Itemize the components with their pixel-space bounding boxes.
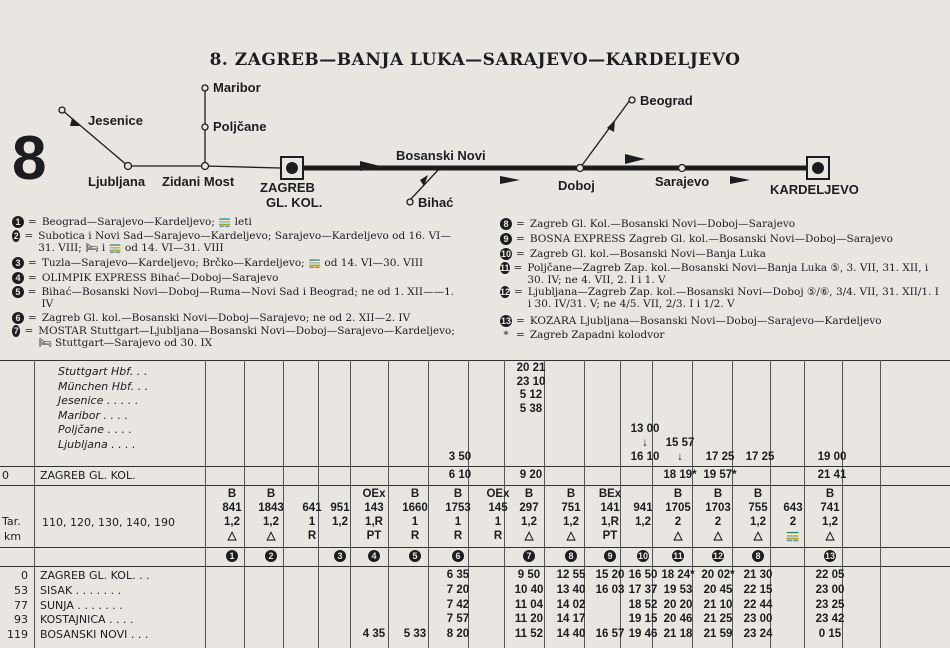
departure-time: 14 02 bbox=[556, 598, 586, 611]
train-number: 1753 bbox=[445, 502, 471, 514]
timetable bbox=[0, 360, 950, 648]
train-category: B bbox=[825, 488, 835, 500]
note-badge: 6 bbox=[12, 312, 24, 324]
legend-item-6: 6 = Zagreb Gl. kol.—Bosanski Novi—Doboj—Sarajevo; ne od 2. XII—2. IV bbox=[12, 312, 472, 324]
zagreb-time: 21 41 bbox=[817, 469, 847, 481]
train-number: 755 bbox=[748, 502, 768, 514]
departure-time: 15 20 bbox=[595, 569, 625, 581]
train-note-badge: 8 bbox=[752, 550, 764, 562]
label-zidani-most: Zidani Most bbox=[162, 174, 235, 189]
legend-text: Ljubljana—Zagreb Zap. kol.—Bosanski Novi—Doboj ⑤/⑥, 3/4. VII, 31. XII/1. I i 30. IV/31. V; ne 4/5. VII, 2/3. I i 1/2. V bbox=[527, 286, 939, 310]
departure-time: 7 57 bbox=[446, 613, 470, 626]
station-km: 0 bbox=[21, 569, 28, 582]
legend-text: MOSTAR Stuttgart—Ljubljana—Bosanski Novi—Doboj—Sarajevo—Kardeljevo; 🛏 Stuttgart—Sarajevo od 30. IX bbox=[38, 325, 455, 349]
train-category: OEx bbox=[362, 488, 386, 500]
train-symbol: R bbox=[410, 530, 420, 542]
legend-item-2: 2 = Subotica i Novi Sad—Sarajevo—Kardeljevo; Sarajevo—Kardeljevo od 16. VI—31. VIII; 🛏 i 🚃 od 14. VI—31. VIII bbox=[12, 230, 457, 254]
origin-station: Jesenice . . . . . bbox=[58, 394, 139, 407]
station-name: ZAGREB GL. KOL. . . bbox=[40, 569, 150, 582]
train-number: 1660 bbox=[402, 502, 428, 514]
note-badge: 1 bbox=[12, 216, 24, 228]
departure-time: 19 15 bbox=[628, 613, 658, 626]
label-jesenice: Jesenice bbox=[88, 113, 143, 128]
train-number: 951 bbox=[330, 502, 350, 514]
origin-time: 16 10 bbox=[630, 451, 660, 463]
departure-time: 8 20 bbox=[446, 628, 470, 641]
km-label: km bbox=[4, 530, 22, 543]
origin-time: 17 25 bbox=[705, 451, 735, 463]
origin-time: 3 50 bbox=[448, 451, 472, 463]
station-km: 93 bbox=[14, 613, 28, 627]
origin-time: 17 25 bbox=[745, 451, 775, 463]
legend-text: Zagreb Zapadni kolodvor bbox=[529, 329, 665, 341]
zagreb-time: 9 20 bbox=[519, 469, 543, 481]
departure-time: 23 00 bbox=[815, 583, 845, 596]
origin-time: ↓ bbox=[642, 437, 648, 449]
train-category: B bbox=[453, 488, 463, 500]
departure-time: 16 03 bbox=[595, 583, 625, 596]
label-bosanski-novi: Bosanski Novi bbox=[396, 148, 486, 163]
origin-station: Poljčane . . . . bbox=[58, 423, 132, 436]
legend-text: Beograd—Sarajevo—Kardeljevo; 🚃 leti bbox=[41, 216, 252, 228]
train-number: 941 bbox=[633, 502, 653, 514]
departure-time: 11 04 bbox=[514, 598, 544, 611]
zagreb-time: 18 19* bbox=[663, 469, 697, 481]
train-symbol: △ bbox=[524, 530, 534, 542]
departure-time: 20 45 bbox=[703, 583, 733, 596]
train-class: 1,R bbox=[601, 516, 619, 528]
origin-time: 20 21 bbox=[516, 362, 546, 374]
train-class: 2 bbox=[789, 516, 797, 528]
departure-time: 21 59 bbox=[703, 628, 733, 641]
departure-time: 22 15 bbox=[743, 583, 773, 596]
train-symbol: △ bbox=[266, 530, 276, 542]
label-kardeljevo: KARDELJEVO bbox=[770, 182, 859, 197]
origin-time: 5 12 bbox=[519, 389, 543, 401]
train-category: B bbox=[673, 488, 683, 500]
origin-station: Maribor . . . . bbox=[58, 408, 129, 422]
note-badge: 2 bbox=[13, 231, 19, 241]
legend-text: Zagreb Gl. kol.—Bosanski Novi—Banja Luka bbox=[529, 248, 766, 260]
train-symbol: PT bbox=[602, 530, 618, 542]
train-category: B bbox=[566, 488, 576, 500]
train-number: 1843 bbox=[258, 502, 284, 514]
train-category: B bbox=[227, 488, 237, 500]
note-badge: 4 bbox=[12, 272, 24, 284]
departure-time: 23 24 bbox=[743, 628, 773, 641]
train-number: 143 bbox=[364, 502, 384, 514]
legend-text: OLIMPIK EXPRESS Bihać—Doboj—Sarajevo bbox=[41, 272, 279, 284]
legend-text: Poljčane—Zagreb Zap. kol.—Bosanski Novi—Banja Luka ⑤, 3. VII, 31. XII, i 30. IV; ne 4. VII, 2. I i 1. V bbox=[527, 262, 929, 286]
departure-time: 13 40 bbox=[556, 583, 586, 596]
departure-time: 9 50 bbox=[517, 569, 541, 581]
station-km: 53 bbox=[14, 583, 28, 597]
departure-time: 23 25 bbox=[815, 598, 845, 611]
origin-time: 13 00 bbox=[630, 423, 660, 435]
legend-text: Tuzla—Sarajevo—Kardeljevo; Brčko—Kardeljevo; 🚃 od 14. VI—30. VIII bbox=[41, 257, 424, 269]
departure-time: 7 20 bbox=[446, 583, 470, 596]
train-symbol: PT bbox=[366, 530, 382, 542]
train-class: 1,2 bbox=[635, 516, 651, 528]
departure-time: 19 46 bbox=[628, 628, 658, 641]
departure-time: 14 17 bbox=[556, 613, 586, 626]
train-class: 1,R bbox=[365, 516, 383, 528]
departure-time: 19 53 bbox=[663, 583, 693, 596]
origin-time: 23 10 bbox=[516, 375, 546, 388]
train-note-badge: 6 bbox=[452, 550, 464, 562]
train-category: B bbox=[410, 488, 420, 500]
train-class: 1,2 bbox=[224, 516, 240, 528]
train-number: 751 bbox=[561, 502, 581, 514]
legend-item-10: 10 = Zagreb Gl. kol.—Bosanski Novi—Banja Luka bbox=[500, 248, 766, 260]
station-km: 77 bbox=[14, 598, 28, 612]
label-zagreb: ZAGREB bbox=[260, 180, 315, 195]
train-symbol: R bbox=[307, 530, 317, 542]
train-note-badge: 9 bbox=[604, 550, 616, 562]
departure-time: 23 00 bbox=[743, 613, 773, 626]
departure-time: 20 20 bbox=[663, 598, 693, 611]
train-note-badge: 11 bbox=[673, 551, 683, 561]
train-note-badge: 12 bbox=[712, 551, 723, 561]
origin-station: München Hbf. . . bbox=[58, 379, 149, 393]
legend-item-4: 4 = OLIMPIK EXPRESS Bihać—Doboj—Sarajevo bbox=[12, 272, 472, 284]
train-class: 2 bbox=[674, 516, 682, 528]
label-sarajevo: Sarajevo bbox=[655, 174, 710, 189]
train-number: 141 bbox=[600, 502, 620, 514]
train-class: 1,2 bbox=[563, 516, 579, 528]
column-separator bbox=[34, 360, 35, 648]
train-note-badge: 13 bbox=[824, 551, 835, 561]
note-badge: 5 bbox=[12, 286, 24, 298]
column-separator bbox=[880, 360, 881, 648]
train-symbol: △ bbox=[673, 530, 683, 542]
note-badge: 10 bbox=[500, 249, 511, 259]
train-class: 2 bbox=[714, 516, 722, 528]
note-badge: 11 bbox=[500, 263, 510, 273]
train-note-badge: 7 bbox=[523, 550, 535, 562]
departure-time: 0 15 bbox=[818, 628, 842, 641]
note-badge: 8 bbox=[500, 218, 512, 230]
label-poljcane: Poljčane bbox=[213, 119, 267, 134]
station-name: KOSTAJNICA . . . . bbox=[40, 613, 134, 627]
zagreb-station: ZAGREB GL. KOL. bbox=[40, 469, 136, 482]
train-symbol: △ bbox=[713, 530, 723, 542]
train-class: 1,2 bbox=[521, 516, 537, 528]
departure-time: 17 37 bbox=[628, 583, 658, 596]
origin-time: 15 57 bbox=[665, 437, 695, 449]
train-class: 1,2 bbox=[332, 516, 348, 528]
train-class: 1,2 bbox=[263, 516, 279, 528]
train-number: 643 bbox=[783, 502, 803, 514]
departure-time: 16 57 bbox=[595, 628, 625, 641]
departure-time: 10 40 bbox=[514, 583, 544, 596]
origin-time: 19 00 bbox=[817, 451, 847, 463]
departure-time: 22 44 bbox=[743, 598, 773, 611]
train-note-badge: 10 bbox=[637, 551, 648, 561]
tariff-text: 110, 120, 130, 140, 190 bbox=[42, 516, 175, 529]
note-badge: 9 bbox=[500, 233, 512, 245]
label-maribor: Maribor bbox=[213, 80, 261, 95]
star-marker: * bbox=[503, 329, 509, 341]
departure-time: 21 18 bbox=[663, 628, 693, 641]
label-zagreb-gl: GL. KOL. bbox=[266, 195, 323, 210]
departure-time: 12 55 bbox=[556, 569, 586, 581]
note-badge: 7 bbox=[13, 326, 19, 336]
departure-time: 6 35 bbox=[446, 569, 470, 581]
train-category: B bbox=[266, 488, 276, 500]
legend-text: Zagreb Gl. kol.—Bosanski Novi—Doboj—Sarajevo; ne od 2. XII—2. IV bbox=[41, 312, 411, 324]
legend-item-3: 3 = Tuzla—Sarajevo—Kardeljevo; Brčko—Kardeljevo; 🚃 od 14. VI—30. VIII bbox=[12, 257, 472, 269]
train-class: 1,2 bbox=[822, 516, 838, 528]
train-note-badge: 2 bbox=[265, 550, 277, 562]
label-bihac: Bihać bbox=[418, 195, 454, 210]
train-note-badge: 1 bbox=[226, 550, 238, 562]
legend-item-12: 12 = Ljubljana—Zagreb Zap. kol.—Bosanski Novi—Doboj ⑤/⑥, 3/4. VII, 31. XII/1. I i 30. IV/31. V; ne 4/5. VII, 2/3. I i 1/2. V bbox=[500, 286, 939, 310]
departure-time: 16 50 bbox=[628, 569, 658, 581]
legend-item-star: * = Zagreb Zapadni kolodvor bbox=[500, 329, 940, 341]
origin-station: Ljubljana . . . . bbox=[58, 437, 136, 451]
train-number: 297 bbox=[519, 502, 539, 514]
train-category: B bbox=[753, 488, 763, 500]
departure-time: 20 02* bbox=[701, 569, 735, 581]
departure-time: 23 42 bbox=[815, 613, 845, 626]
train-number: 1705 bbox=[665, 502, 691, 514]
note-badge: 12 bbox=[500, 287, 511, 297]
train-symbol: △ bbox=[227, 530, 237, 542]
origin-time: 5 38 bbox=[519, 402, 543, 415]
train-number: 741 bbox=[820, 502, 840, 514]
legend-item-7: 7 = MOSTAR Stuttgart—Ljubljana—Bosanski Novi—Doboj—Sarajevo—Kardeljevo; 🛏 Stuttgart—Sarajevo od 30. IX bbox=[12, 325, 457, 349]
departure-time: 21 25 bbox=[703, 613, 733, 626]
train-number: 841 bbox=[222, 502, 242, 514]
train-class: 1 bbox=[494, 516, 502, 528]
station-km: 119 bbox=[7, 628, 28, 642]
train-symbol: R bbox=[453, 530, 463, 542]
train-note-badge: 8 bbox=[565, 550, 577, 562]
column-separator bbox=[205, 360, 206, 648]
train-symbol: △ bbox=[753, 530, 763, 542]
departure-time: 21 10 bbox=[703, 598, 733, 611]
tariff-label: Tar. bbox=[2, 515, 21, 528]
departure-time: 20 46 bbox=[663, 613, 693, 626]
zagreb-km: 0 bbox=[2, 469, 9, 482]
train-note-badge: 5 bbox=[409, 550, 421, 562]
departure-time: 18 52 bbox=[628, 598, 658, 611]
train-category: B bbox=[713, 488, 723, 500]
legend-item-9: 9 = BOSNA EXPRESS Zagreb Gl. kol.—Bosanski Novi—Doboj—Sarajevo bbox=[500, 233, 940, 245]
train-symbol: △ bbox=[566, 530, 576, 542]
legend-item-11: 11 = Poljčane—Zagreb Zap. kol.—Bosanski Novi—Banja Luka ⑤, 3. VII, 31. XII, i 30. IV; ne 4. VII, 2. I i 1. V bbox=[500, 262, 940, 286]
train-number: 1703 bbox=[705, 502, 731, 514]
legend-item-13: 13 = KOZARA Ljubljana—Bosanski Novi—Doboj—Sarajevo—Kardeljevo bbox=[500, 315, 882, 327]
note-badge: 13 bbox=[500, 316, 511, 326]
train-class: 1 bbox=[308, 516, 316, 528]
legend-text: BOSNA EXPRESS Zagreb Gl. kol.—Bosanski Novi—Doboj—Sarajevo bbox=[529, 233, 894, 245]
departure-time: 21 30 bbox=[743, 569, 773, 581]
station-name: SUNJA . . . . . . . bbox=[40, 598, 123, 612]
train-class: 1,2 bbox=[750, 516, 766, 528]
label-doboj: Doboj bbox=[558, 178, 595, 193]
station-name: BOSANSKI NOVI . . . bbox=[40, 628, 149, 642]
page-title: 8. ZAGREB—BANJA LUKA—SARAJEVO—KARDELJEVO bbox=[209, 50, 741, 70]
train-category: OEx bbox=[486, 488, 510, 500]
origin-time: ↓ bbox=[677, 451, 683, 463]
train-number: 145 bbox=[488, 502, 508, 514]
train-symbol: R bbox=[493, 530, 503, 542]
departure-time: 4 35 bbox=[362, 628, 386, 641]
train-note-badge: 4 bbox=[368, 550, 380, 562]
label-ljubljana: Ljubljana bbox=[88, 174, 146, 189]
note-badge: 3 bbox=[12, 257, 24, 269]
departure-time: 5 33 bbox=[403, 628, 427, 641]
label-beograd: Beograd bbox=[640, 93, 693, 108]
station-name: SISAK . . . . . . . bbox=[40, 583, 122, 597]
legend-item-8: 8 = Zagreb Gl. Kol.—Bosanski Novi—Doboj—Sarajevo bbox=[500, 218, 940, 230]
train-note-badge: 3 bbox=[334, 550, 346, 562]
train-number: 641 bbox=[302, 502, 322, 514]
departure-time: 11 20 bbox=[514, 613, 544, 626]
train-category: B bbox=[524, 488, 534, 500]
legend-item-5: 5 = Bihać—Bosanski Novi—Doboj—Ruma—Novi Sad i Beograd; ne od 1. XII——1. IV bbox=[12, 286, 457, 310]
legend-text: Subotica i Novi Sad—Sarajevo—Kardeljevo; Sarajevo—Kardeljevo od 16. VI—31. VIII; 🛏 i 🚃 od 14. VI—31. VIII bbox=[38, 230, 451, 254]
line-number: 8 bbox=[12, 124, 47, 193]
legend-text: Zagreb Gl. Kol.—Bosanski Novi—Doboj—Sarajevo bbox=[529, 218, 796, 230]
legend-item-1: 1 = Beograd—Sarajevo—Kardeljevo; 🚃 leti bbox=[12, 216, 472, 228]
departure-time: 7 42 bbox=[446, 598, 470, 611]
legend-text: Bihać—Bosanski Novi—Doboj—Ruma—Novi Sad i Beograd; ne od 1. XII——1. IV bbox=[41, 286, 455, 310]
train-class: 1 bbox=[411, 516, 419, 528]
origin-station: Stuttgart Hbf. . . bbox=[58, 365, 148, 378]
train-symbol: 🚃 bbox=[785, 530, 801, 542]
departure-time: 11 52 bbox=[514, 628, 544, 641]
zagreb-time: 19 57* bbox=[703, 469, 737, 481]
departure-time: 18 24* bbox=[661, 569, 695, 581]
departure-time: 14 40 bbox=[556, 628, 586, 641]
departure-time: 22 05 bbox=[815, 569, 845, 581]
train-symbol: △ bbox=[825, 530, 835, 542]
train-class: 1 bbox=[454, 516, 462, 528]
train-category: BEx bbox=[598, 488, 622, 500]
legend-text: KOZARA Ljubljana—Bosanski Novi—Doboj—Sarajevo—Kardeljevo bbox=[529, 315, 882, 327]
zagreb-time: 6 10 bbox=[448, 469, 472, 481]
